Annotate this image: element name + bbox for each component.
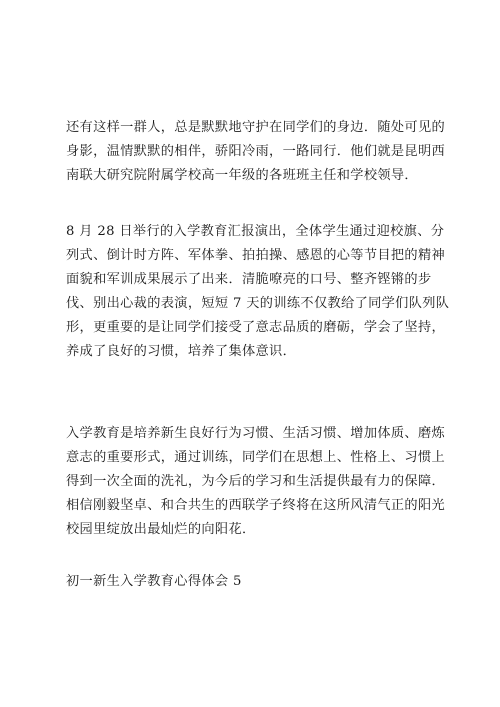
- paragraph-line: 校园里绽放出最灿烂的向阳花．: [66, 522, 256, 537]
- paragraph-line: 列式、倒计时方阵、军体拳、拍拍操、感恩的心等节目把的精神: [66, 248, 446, 263]
- paragraph-line: 面貌和军训成果展示了出来．清脆嘹亮的口号、整齐铿锵的步: [66, 272, 432, 287]
- paragraph-line: 身影，温情默默的相伴，骄阳冷雨，一路同行．他们就是昆明西: [66, 144, 446, 159]
- paragraph-line: 伐、别出心裁的表演，短短 7 天的训练不仅教给了同学们队列队: [66, 296, 450, 311]
- section-heading: [66, 570, 438, 594]
- paragraph-line: 相信刚毅坚卓、和合共生的西联学子终将在这所风清气正的阳光: [66, 498, 446, 513]
- paragraph-line: 初一新生入学教育心得体会 5: [66, 574, 242, 589]
- paragraph-line: 得到一次全面的洗礼，为今后的学习和生活提供最有力的保障．: [66, 474, 446, 489]
- paragraph-2: [66, 220, 450, 364]
- paragraph-3: [66, 422, 446, 542]
- paragraph-1: [66, 116, 446, 188]
- paragraph-line: 8 月 28 日举行的入学教育汇报演出，全体学生通过迎校旗、分: [66, 224, 445, 239]
- paragraph-line: 意志的重要形式，通过训练，同学们在思想上、性格上、习惯上: [66, 450, 446, 465]
- paragraph-line: 养成了良好的习惯，培养了集体意识．: [66, 344, 297, 359]
- paragraph-line: 入学教育是培养新生良好行为习惯、生活习惯、增加体质、磨炼: [66, 426, 446, 441]
- paragraph-line: 南联大研究院附属学校高一年级的各班班主任和学校领导．: [66, 168, 418, 183]
- paragraph-line: 形，更重要的是让同学们接受了意志品质的磨砺，学会了坚持，: [66, 320, 446, 335]
- paragraph-line: 还有这样一群人，总是默默地守护在同学们的身边．随处可见的: [66, 120, 446, 135]
